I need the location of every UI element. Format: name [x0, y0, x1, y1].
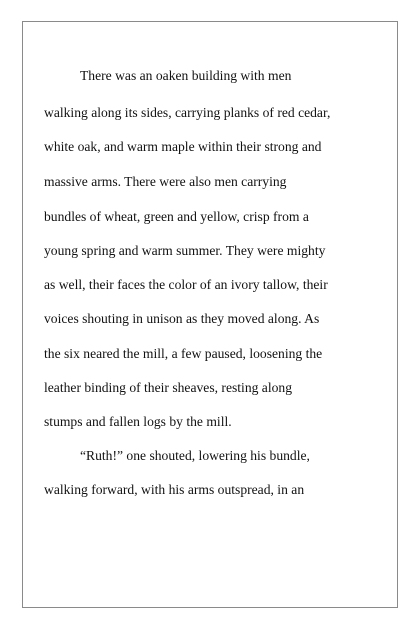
text-line: as well, their faces the color of an ivory tallow, their [44, 277, 328, 292]
text-line: “Ruth!” one shouted, lowering his bundle, [80, 448, 310, 463]
text-line: leather binding of their sheaves, resting along [44, 380, 293, 395]
text-line: stumps and fallen logs by the mill. [44, 414, 232, 429]
text-line: There was an oaken building with men [80, 68, 292, 83]
text-line: massive arms. There were also men carrying [44, 174, 287, 189]
text-line: bundles of wheat, green and yellow, crisp from a [44, 209, 309, 224]
text-line: young spring and warm summer. They were mighty [44, 243, 326, 258]
text-line: the six neared the mill, a few paused, loosening the [44, 346, 323, 361]
text-line: voices shouting in unison as they moved along. As [44, 311, 320, 326]
text-line: walking forward, with his arms outspread, in an [44, 482, 305, 497]
text-line: walking along its sides, carrying planks of red cedar, [44, 105, 331, 120]
text-line: white oak, and warm maple within their strong and [44, 139, 322, 154]
